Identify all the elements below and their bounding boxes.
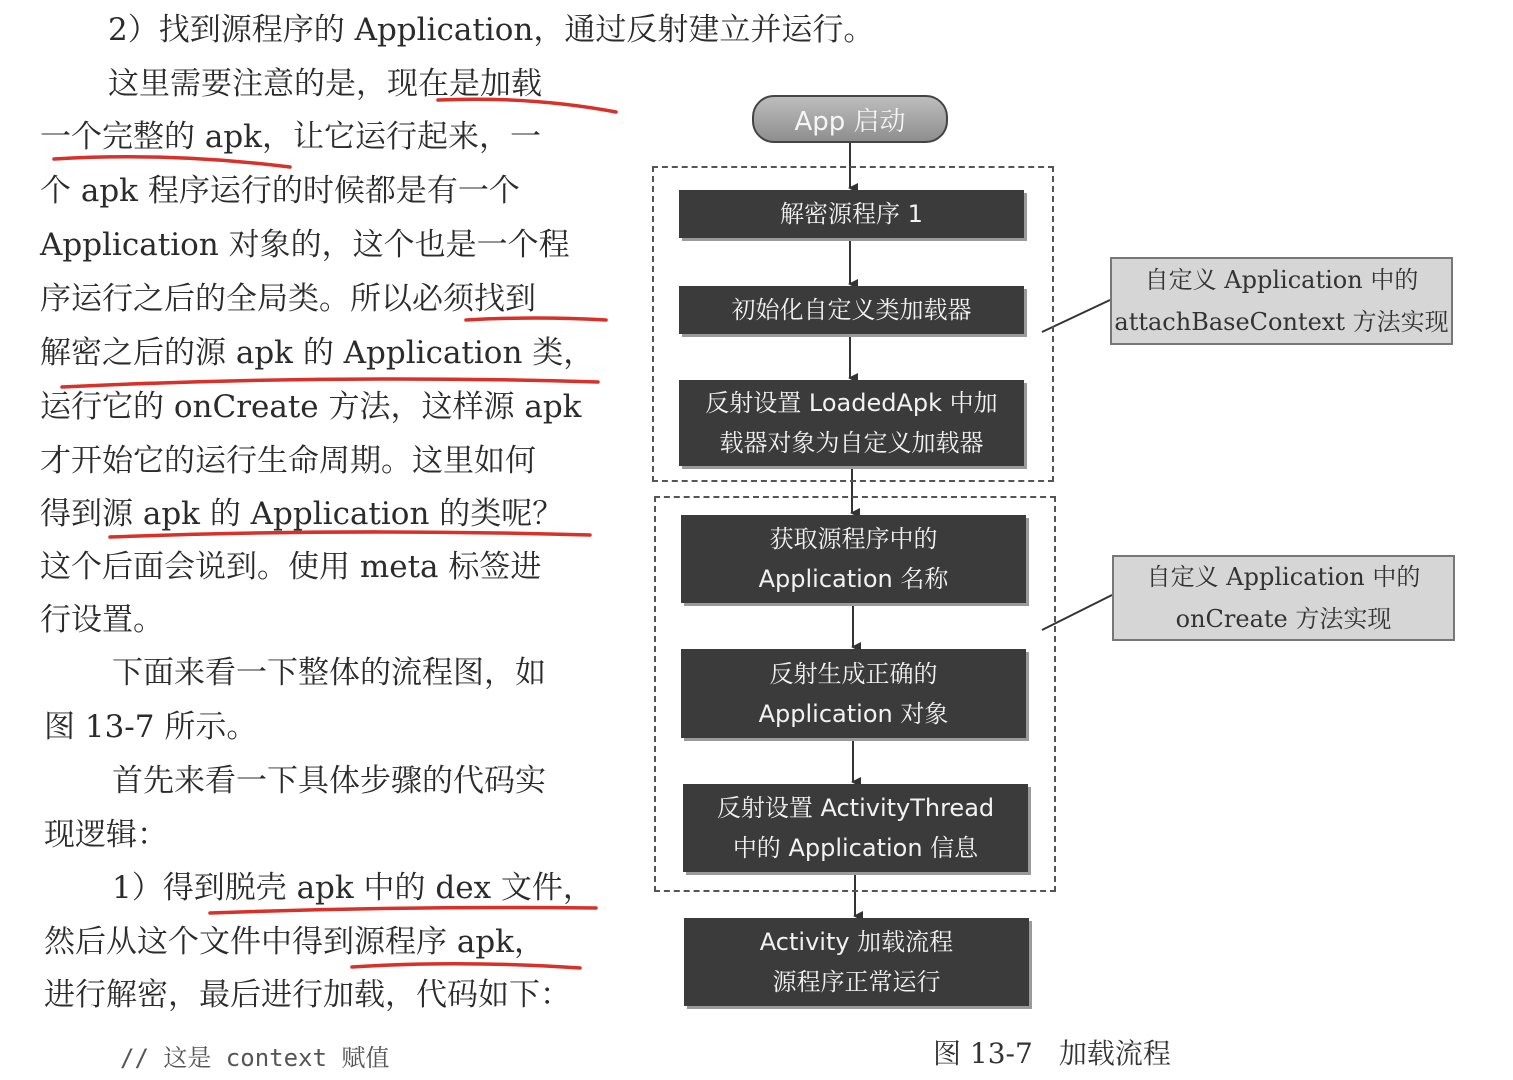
underline-mark — [54, 157, 290, 167]
underline-mark — [466, 318, 606, 320]
flow-step-text: 反射设置 LoadedApk 中加 — [705, 389, 998, 417]
flow-start-node: App 启动 — [752, 95, 948, 143]
paragraph-line-15: 首先来看一下具体步骤的代码实 — [112, 763, 546, 799]
paragraph-line-9: 才开始它的运行生命周期。这里如何 — [40, 443, 536, 479]
note-attach-base-context — [1110, 257, 1453, 345]
note-text: attachBaseContext 方法实现 — [1114, 308, 1449, 336]
flow-step-text: 反射生成正确的 — [769, 659, 938, 688]
figure-number: 图 13-7 — [933, 1037, 1033, 1070]
flow-step-7 — [684, 918, 1029, 1006]
flow-step-6 — [683, 784, 1028, 872]
flow-step-text: Application 名称 — [758, 565, 949, 593]
figure-title: 加载流程 — [1058, 1037, 1171, 1070]
paragraph-line-2: 这里需要注意的是，现在是加载 — [108, 66, 542, 102]
flow-step-text: Application 对象 — [758, 699, 949, 728]
paragraph-line-8: 运行它的 onCreate 方法，这样源 apk — [40, 389, 582, 425]
paragraph-line-10: 得到源 apk 的 Application 的类呢？ — [40, 496, 564, 532]
paragraph-line-14: 图 13-7 所示。 — [44, 709, 258, 745]
code-comment: // 这是 context 赋值 — [120, 1044, 390, 1072]
paragraph-line-5: Application 对象的，这个也是一个程 — [40, 227, 570, 263]
note-text: onCreate 方法实现 — [1175, 605, 1392, 633]
paragraph-line-13: 下面来看一下整体的流程图，如 — [112, 655, 546, 691]
flow-step-5 — [681, 649, 1026, 738]
flow-step-text: 载器对象为自定义加载器 — [719, 429, 984, 457]
paragraph-line-19: 进行解密，最后进行加载，代码如下： — [44, 977, 571, 1013]
paragraph-line-7: 解密之后的源 apk 的 Application 类， — [40, 335, 595, 371]
paragraph-line-18: 然后从这个文件中得到源程序 apk， — [44, 924, 545, 960]
flow-step-text: 解密源程序 1 — [780, 200, 923, 228]
note-text: 自定义 Application 中的 — [1144, 266, 1419, 294]
underline-mark — [352, 964, 580, 968]
flow-step-text: 中的 Application 信息 — [732, 834, 979, 862]
underline-mark — [62, 379, 598, 387]
figure-caption — [933, 1032, 1171, 1072]
note-text: 自定义 Application 中的 — [1146, 563, 1421, 591]
flow-step-text: 获取源程序中的 — [769, 525, 938, 553]
flow-step-4 — [681, 515, 1026, 603]
flow-step-3 — [679, 380, 1024, 466]
paragraph-line-12: 行设置。 — [40, 602, 164, 638]
paragraph-line-6: 序运行之后的全局类。所以必须找到 — [40, 281, 536, 317]
paragraph-line-4: 个 apk 程序运行的时候都是有一个 — [40, 173, 520, 209]
flow-step-1 — [679, 190, 1024, 238]
flow-step-text: Activity 加载流程 — [759, 928, 954, 956]
flow-step-2 — [679, 286, 1024, 334]
flow-step-text: 反射设置 ActivityThread — [716, 794, 995, 822]
paragraph-line-3: 一个完整的 apk，让它运行起来，一 — [40, 119, 541, 155]
underline-mark — [210, 908, 596, 913]
paragraph-line-11: 这个后面会说到。使用 meta 标签进 — [40, 549, 542, 585]
paragraph-line-17: 1）得到脱壳 apk 中的 dex 文件， — [112, 870, 594, 906]
note-oncreate — [1112, 555, 1455, 641]
flow-step-text: 初始化自定义类加载器 — [731, 296, 972, 324]
flow-step-text: 源程序正常运行 — [772, 968, 941, 996]
paragraph-line-1: 2）找到源程序的 Application，通过反射建立并运行。 — [108, 12, 875, 48]
paragraph-line-16: 现逻辑： — [44, 817, 168, 853]
underline-mark — [110, 532, 590, 537]
